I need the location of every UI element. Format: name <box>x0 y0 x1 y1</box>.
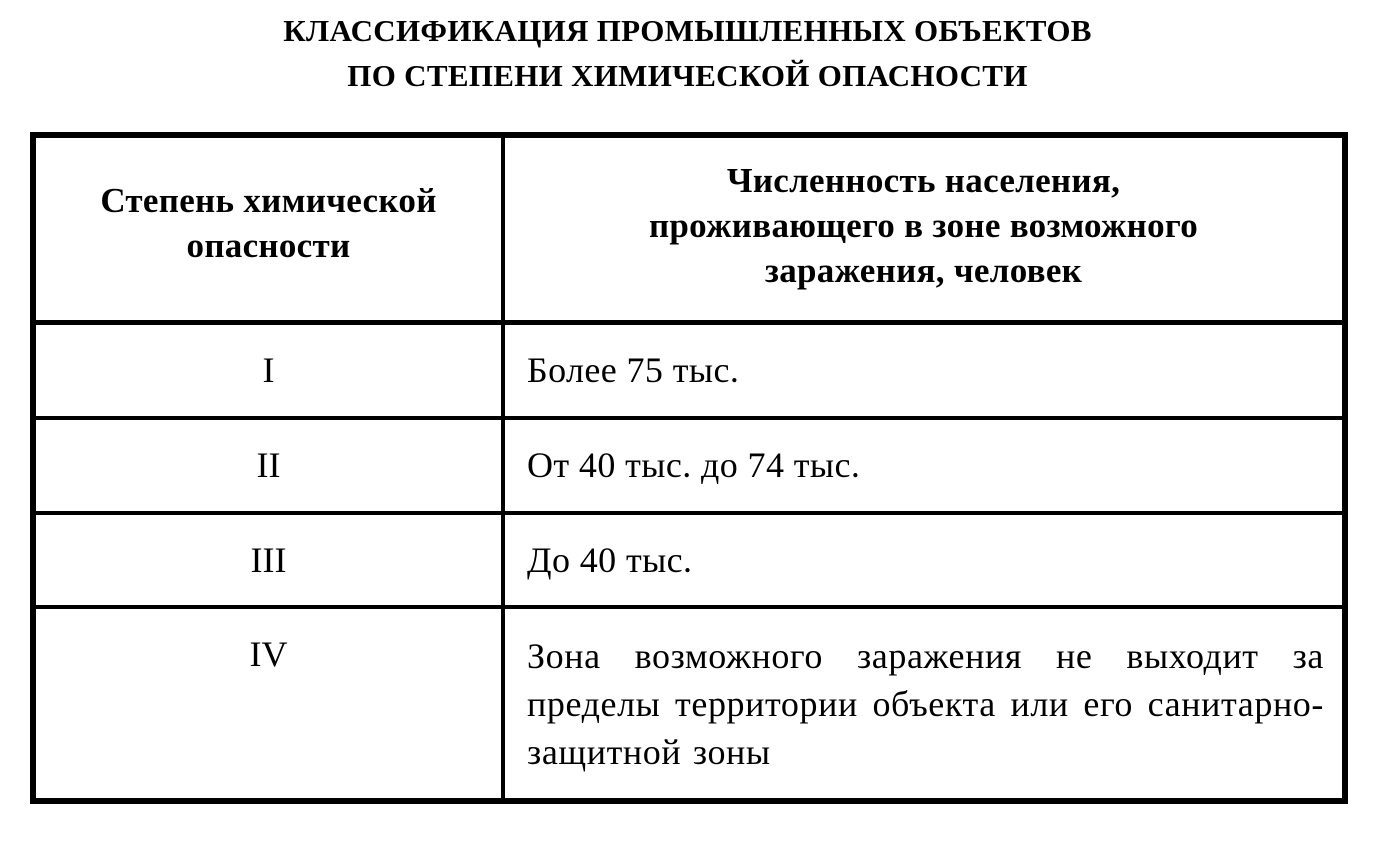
population-cell: От 40 тыс. до 74 тыс. <box>527 445 861 485</box>
population-cell: Более 75 тыс. <box>527 350 740 390</box>
population-cell: Зона возможного заражения не выходит за пределы территории объекта или его санитарно-защитной зоны <box>527 636 1324 772</box>
header-hazard-degree-line: Степень химической <box>100 181 437 220</box>
header-population-line: Численность населения, <box>726 161 1121 200</box>
title-line-2: ПО СТЕПЕНИ ХИМИЧЕСКОЙ ОПАСНОСТИ <box>347 58 1028 93</box>
header-hazard-degree <box>36 178 501 268</box>
population-cell: До 40 тыс. <box>527 540 693 580</box>
document-title <box>0 8 1375 98</box>
row-divider <box>36 416 1342 420</box>
degree-cell: IV <box>249 634 288 674</box>
title-line-1: КЛАССИФИКАЦИЯ ПРОМЫШЛЕННЫХ ОБЪЕКТОВ <box>283 13 1092 48</box>
header-population-line: заражения, человек <box>764 251 1083 290</box>
row-divider <box>36 511 1342 515</box>
row-divider <box>36 605 1342 609</box>
header-population-line: проживающего в зоне возможного <box>648 206 1199 245</box>
header-population <box>505 158 1342 293</box>
header-divider <box>36 320 1342 325</box>
degree-cell: I <box>262 350 275 390</box>
header-hazard-degree-line: опасности <box>186 226 351 265</box>
degree-cell: II <box>256 445 281 485</box>
hazard-classification-table <box>30 132 1348 804</box>
degree-cell: III <box>250 540 287 580</box>
